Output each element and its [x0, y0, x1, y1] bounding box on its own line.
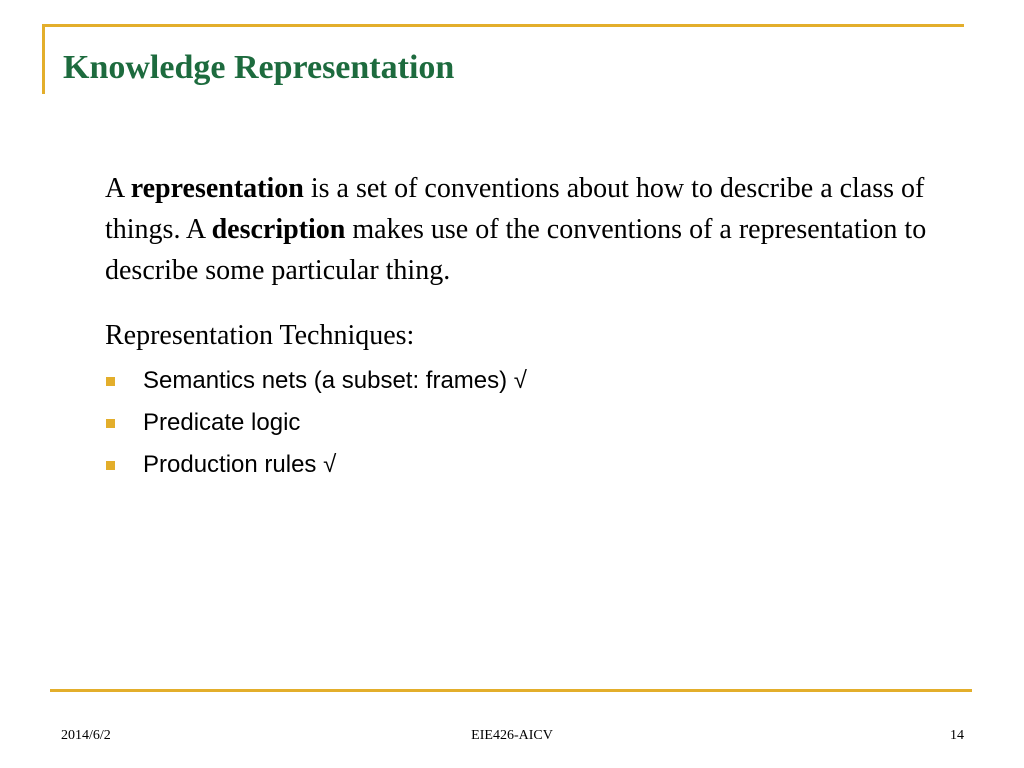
techniques-list: [105, 360, 935, 486]
list-item-semantic-nets: [105, 360, 935, 402]
footer-page-number: 14: [950, 728, 964, 743]
title-frame-top-rule: [42, 24, 964, 27]
square-bullet-icon: [106, 461, 115, 470]
list-item-label: Predicate logic: [143, 409, 301, 436]
list-item-label: Production rules √: [143, 451, 337, 478]
intro-text-1: A: [105, 173, 131, 204]
footer-course-code: EIE426-AICV: [471, 728, 553, 743]
term-representation: representation: [130, 173, 304, 204]
slide-title: Knowledge Representation: [63, 49, 455, 86]
intro-text-2: is a set of conventions about how to describe a class of things. A: [105, 173, 925, 245]
square-bullet-icon: [106, 419, 115, 428]
title-frame-left-rule: [42, 24, 45, 94]
intro-paragraph: [105, 168, 935, 291]
square-bullet-icon: [106, 377, 115, 386]
techniques-heading: Representation Techniques:: [105, 320, 415, 351]
footer-rule: [50, 689, 972, 692]
list-item-production-rules: [105, 444, 935, 486]
term-description: description: [211, 214, 346, 245]
list-item-predicate-logic: [105, 402, 935, 444]
slide-content: [105, 168, 935, 486]
list-item-label: Semantics nets (a subset: frames) √: [143, 367, 527, 394]
footer-date: 2014/6/2: [61, 728, 111, 743]
intro-text-3: makes use of the conventions of a representation to describe some particular thing.: [105, 214, 927, 286]
